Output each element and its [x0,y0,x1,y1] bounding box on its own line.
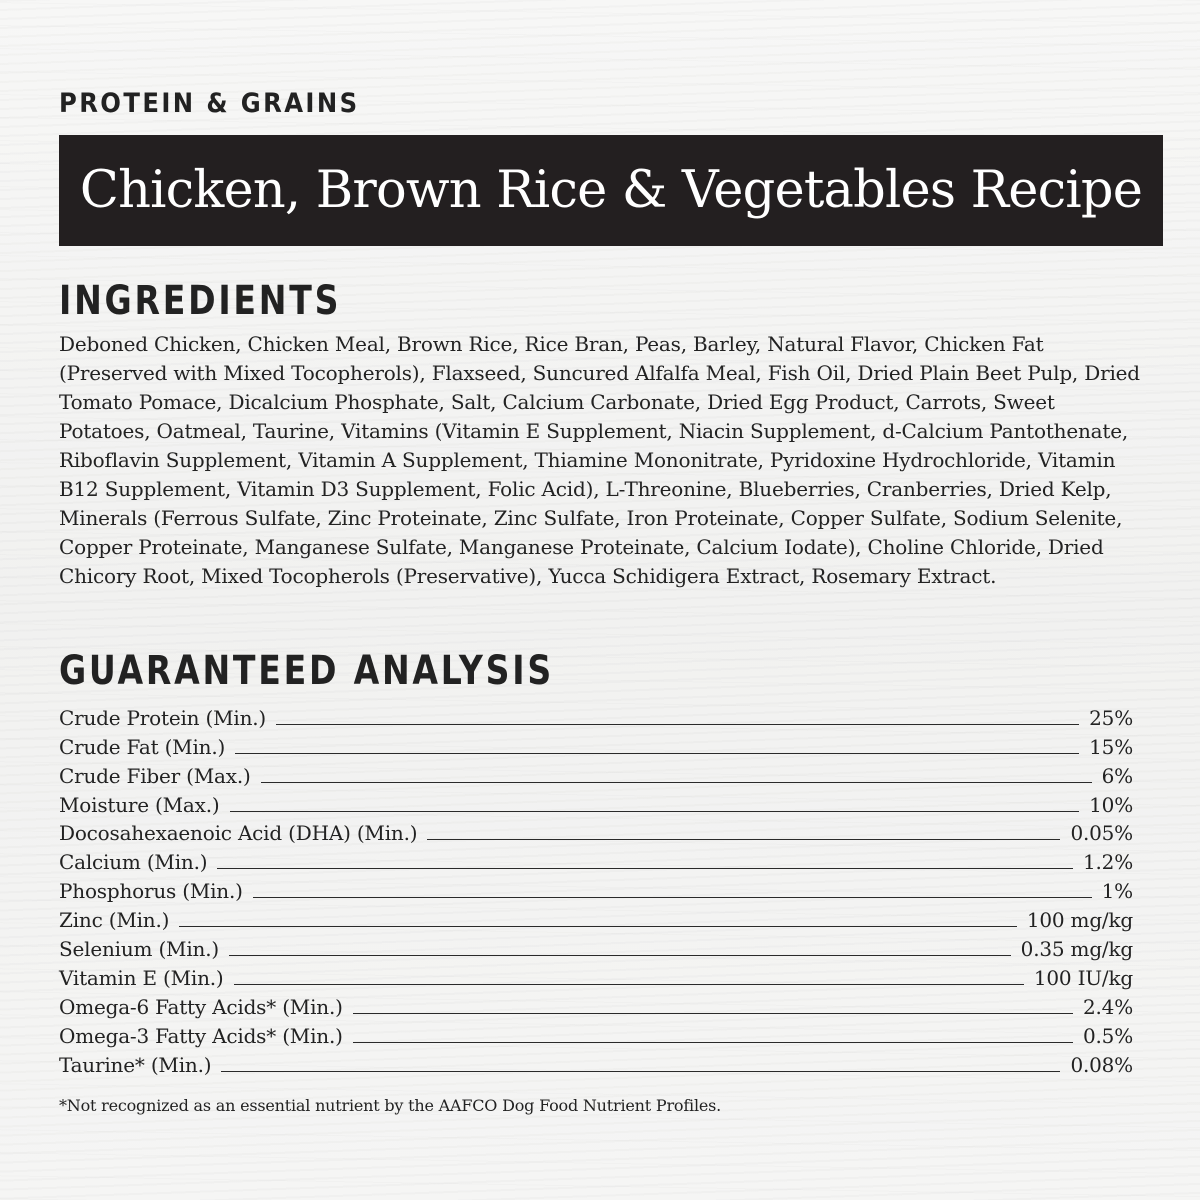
leader-line [234,983,1024,985]
analysis-row [59,1049,1133,1078]
nutrient-name: Omega-3 Fatty Acids* (Min.) [59,1023,343,1048]
ingredients-list: Deboned Chicken, Chicken Meal, Brown Rice, Rice Bran, Peas, Barley, Natural Flavor, Chicken Fat (Preserved with Mixed Tocopherols), Flaxseed, Suncured Alfalfa Meal, Fish Oil, Dried Plain Beet Pulp, Dried Tomato Pomace, Dicalcium Phosphate, Salt, Calcium Carbonate, Dried Egg Product, Carrots, Sweet Potatoes, Oatmeal, Taurine, Vitamins (Vitamin E Supplement, Niacin Supplement, d-Calcium Pantothenate, Riboflavin Supplement, Vitamin A Supplement, Thiamine Mononitrate, Pyridoxine Hydrochloride, Vitamin B12 Supplement, Vitamin D3 Supplement, Folic Acid), L-Threonine, Blueberries, Cranberries, Dried Kelp, Minerals (Ferrous Sulfate, Zinc Proteinate, Zinc Sulfate, Iron Proteinate, Copper Sulfate, Sodium Selenite, Copper Proteinate, Manganese Sulfate, Manganese Proteinate, Calcium Iodate), Choline Chloride, Dried Chicory Root, Mixed Tocopherols (Preservative), Yucca Schidigera Extract, Rosemary Extract. [59,332,1140,588]
guaranteed-analysis-heading: GUARANTEED ANALYSIS [59,648,554,694]
nutrient-value: 0.5% [1082,1023,1133,1048]
nutrient-name: Vitamin E (Min.) [59,965,224,990]
analysis-row [59,991,1133,1020]
leader-line [221,1070,1060,1072]
category-label: PROTEIN & GRAINS [59,88,360,119]
nutrient-value: 100 mg/kg [1026,908,1133,933]
ingredients-heading: INGREDIENTS [59,278,342,324]
nutrient-name: Docosahexaenoic Acid (DHA) (Min.) [59,821,418,846]
nutrient-name: Omega-6 Fatty Acids* (Min.) [59,994,343,1019]
leader-line [179,925,1017,927]
nutrient-name: Phosphorus (Min.) [59,879,243,904]
analysis-row [59,702,1133,731]
analysis-row [59,760,1133,789]
nutrient-value: 100 IU/kg [1033,965,1133,990]
analysis-row [59,1020,1133,1049]
analysis-row [59,846,1133,875]
analysis-row [59,933,1133,962]
analysis-row [59,818,1133,847]
leader-line [217,867,1073,869]
leader-line [353,1041,1073,1043]
nutrient-name: Crude Protein (Min.) [59,705,267,730]
leader-line [427,838,1060,840]
recipe-title: Chicken, Brown Rice & Vegetables Recipe [79,160,1143,220]
analysis-row [59,789,1133,818]
nutrient-value: 1% [1101,879,1133,904]
title-banner [59,135,1163,246]
nutrient-value: 2.4% [1082,994,1133,1019]
leader-line [276,723,1079,725]
analysis-row [59,962,1133,991]
leader-line [261,781,1092,783]
leader-line [229,954,1011,956]
nutrient-name: Zinc (Min.) [59,908,170,933]
nutrient-value: 0.35 mg/kg [1020,937,1133,962]
analysis-row [59,875,1133,904]
nutrient-name: Calcium (Min.) [59,850,208,875]
nutrient-value: 25% [1089,705,1133,730]
guaranteed-analysis-table [59,702,1133,1078]
leader-line [353,1012,1073,1014]
nutrient-name: Crude Fiber (Max.) [59,763,251,788]
nutrient-value: 6% [1101,763,1133,788]
nutrient-value: 15% [1089,734,1133,759]
footnote: *Not recognized as an essential nutrient by the AAFCO Dog Food Nutrient Profiles. [59,1096,722,1115]
nutrient-name: Crude Fat (Min.) [59,734,226,759]
leader-line [253,896,1092,898]
leader-line [230,810,1080,812]
nutrient-name: Selenium (Min.) [59,937,219,962]
nutrient-value: 0.05% [1070,821,1133,846]
nutrient-value: 0.08% [1070,1052,1133,1077]
leader-line [235,752,1079,754]
nutrient-name: Taurine* (Min.) [59,1052,212,1077]
nutrient-value: 10% [1089,792,1133,817]
nutrient-name: Moisture (Max.) [59,792,220,817]
analysis-row [59,904,1133,933]
nutrient-value: 1.2% [1082,850,1133,875]
analysis-row [59,731,1133,760]
